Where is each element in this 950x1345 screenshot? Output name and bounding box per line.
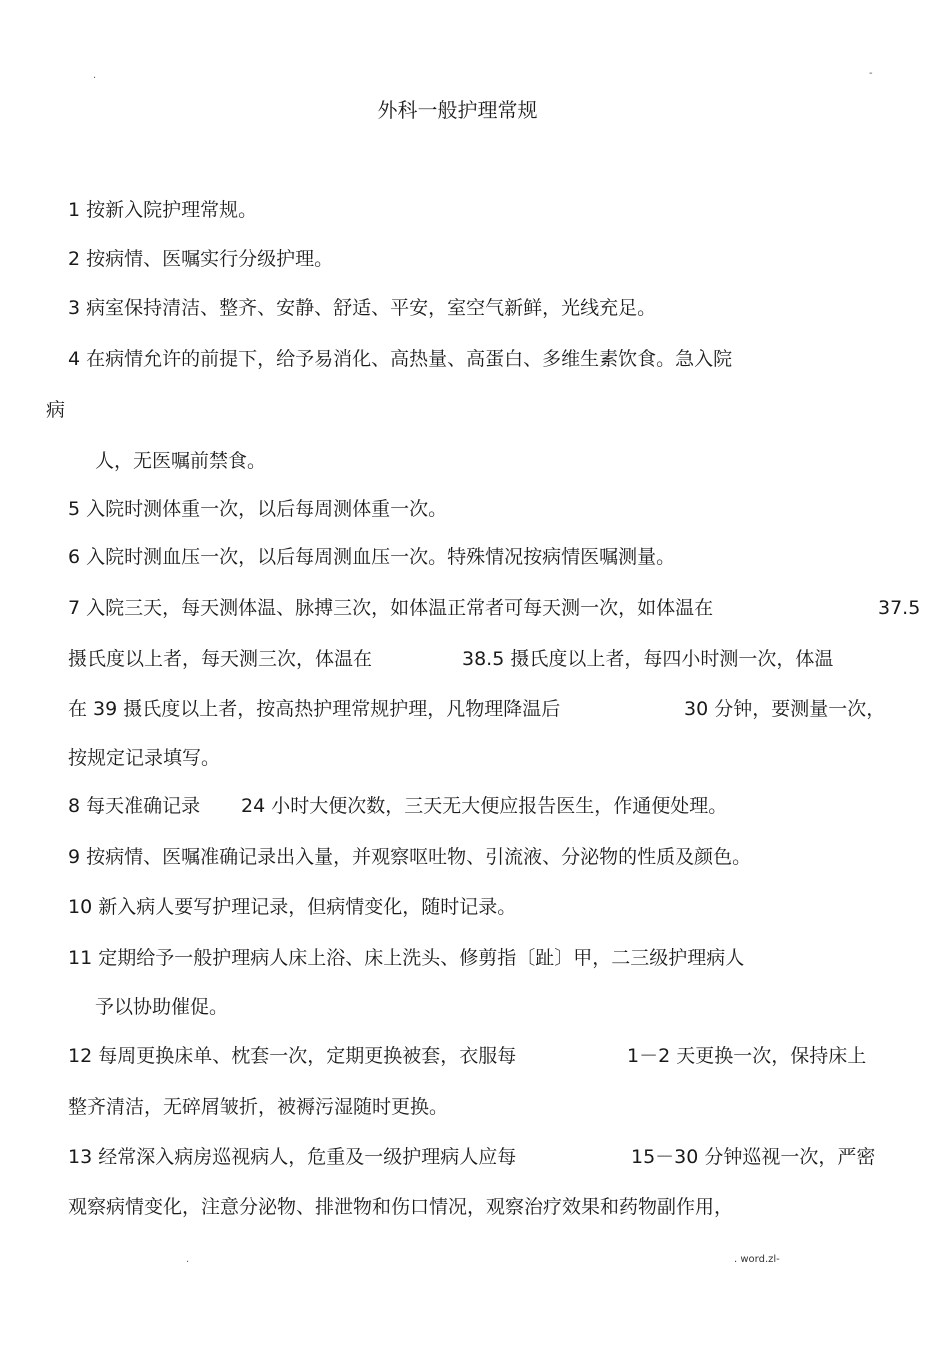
- item-3: 3 病室保持清洁、整齐、安静、舒适、平安，室空气新鲜，光线充足。: [68, 297, 657, 319]
- item-7-line-2-a: 摄氏度以上者，每天测三次，体温在: [68, 648, 373, 670]
- item-13-line-1-a: 13 经常深入病房巡视病人，危重及一级护理病人应每: [68, 1146, 517, 1168]
- header-mark-left: .: [93, 70, 97, 81]
- item-7-line-1-value: 37.5: [878, 597, 921, 619]
- item-7-line-2-b: 38.5 摄氏度以上者，每四小时测一次，体温: [462, 648, 834, 670]
- item-4-line-1: 4 在病情允许的前提下，给予易消化、高热量、高蛋白、多维生素饮食。急入院: [68, 348, 733, 370]
- item-10: 10 新入病人要写护理记录，但病情变化，随时记录。: [68, 896, 517, 918]
- item-13-line-1-b: 15－30 分钟巡视一次，严密: [631, 1146, 876, 1168]
- item-12-line-1-a: 12 每周更换床单、枕套一次，定期更换被套，衣服每: [68, 1045, 517, 1067]
- item-2: 2 按病情、医嘱实行分级护理。: [68, 248, 334, 270]
- item-12-line-2: 整齐清洁，无碎屑皱折，被褥污湿随时更换。: [68, 1096, 449, 1118]
- item-9: 9 按病情、医嘱准确记录出入量，并观察呕吐物、引流液、分泌物的性质及颜色。: [68, 846, 752, 868]
- item-6: 6 入院时测血压一次，以后每周测血压一次。特殊情况按病情医嘱测量。: [68, 546, 676, 568]
- footer-text: . word.zl-: [734, 1254, 780, 1265]
- item-8-b: 24 小时大便次数，三天无大便应报告医生，作通便处理。: [241, 795, 728, 817]
- item-11-line-1: 11 定期给予一般护理病人床上浴、床上洗头、修剪指〔趾〕甲，二三级护理病人: [68, 947, 745, 969]
- header-mark-right: -: [869, 68, 873, 79]
- item-1: 1 按新入院护理常规。: [68, 199, 258, 221]
- item-11-line-2: 予以协助催促。: [95, 996, 229, 1018]
- item-4-line-2: 病: [46, 399, 66, 421]
- item-13-line-2: 观察病情变化，注意分泌物、排泄物和伤口情况，观察治疗效果和药物副作用，: [68, 1196, 734, 1218]
- item-5: 5 入院时测体重一次，以后每周测体重一次。: [68, 498, 448, 520]
- footer-mark-left: .: [186, 1254, 190, 1265]
- item-7-line-4: 按规定记录填写。: [68, 747, 221, 769]
- item-4-line-3: 人，无医嘱前禁食。: [95, 450, 267, 472]
- item-7-line-1: 7 入院三天，每天测体温、脉搏三次，如体温正常者可每天测一次，如体温在: [68, 597, 714, 619]
- item-12-line-1-b: 1－2 天更换一次，保持床上: [627, 1045, 867, 1067]
- item-7-line-3-a: 在 39 摄氏度以上者，按高热护理常规护理，凡物理降温后: [68, 698, 561, 720]
- page-title: 外科一般护理常规: [377, 98, 538, 122]
- item-7-line-3-b: 30 分钟，要测量一次，: [684, 698, 886, 720]
- item-8-a: 8 每天准确记录: [68, 795, 201, 817]
